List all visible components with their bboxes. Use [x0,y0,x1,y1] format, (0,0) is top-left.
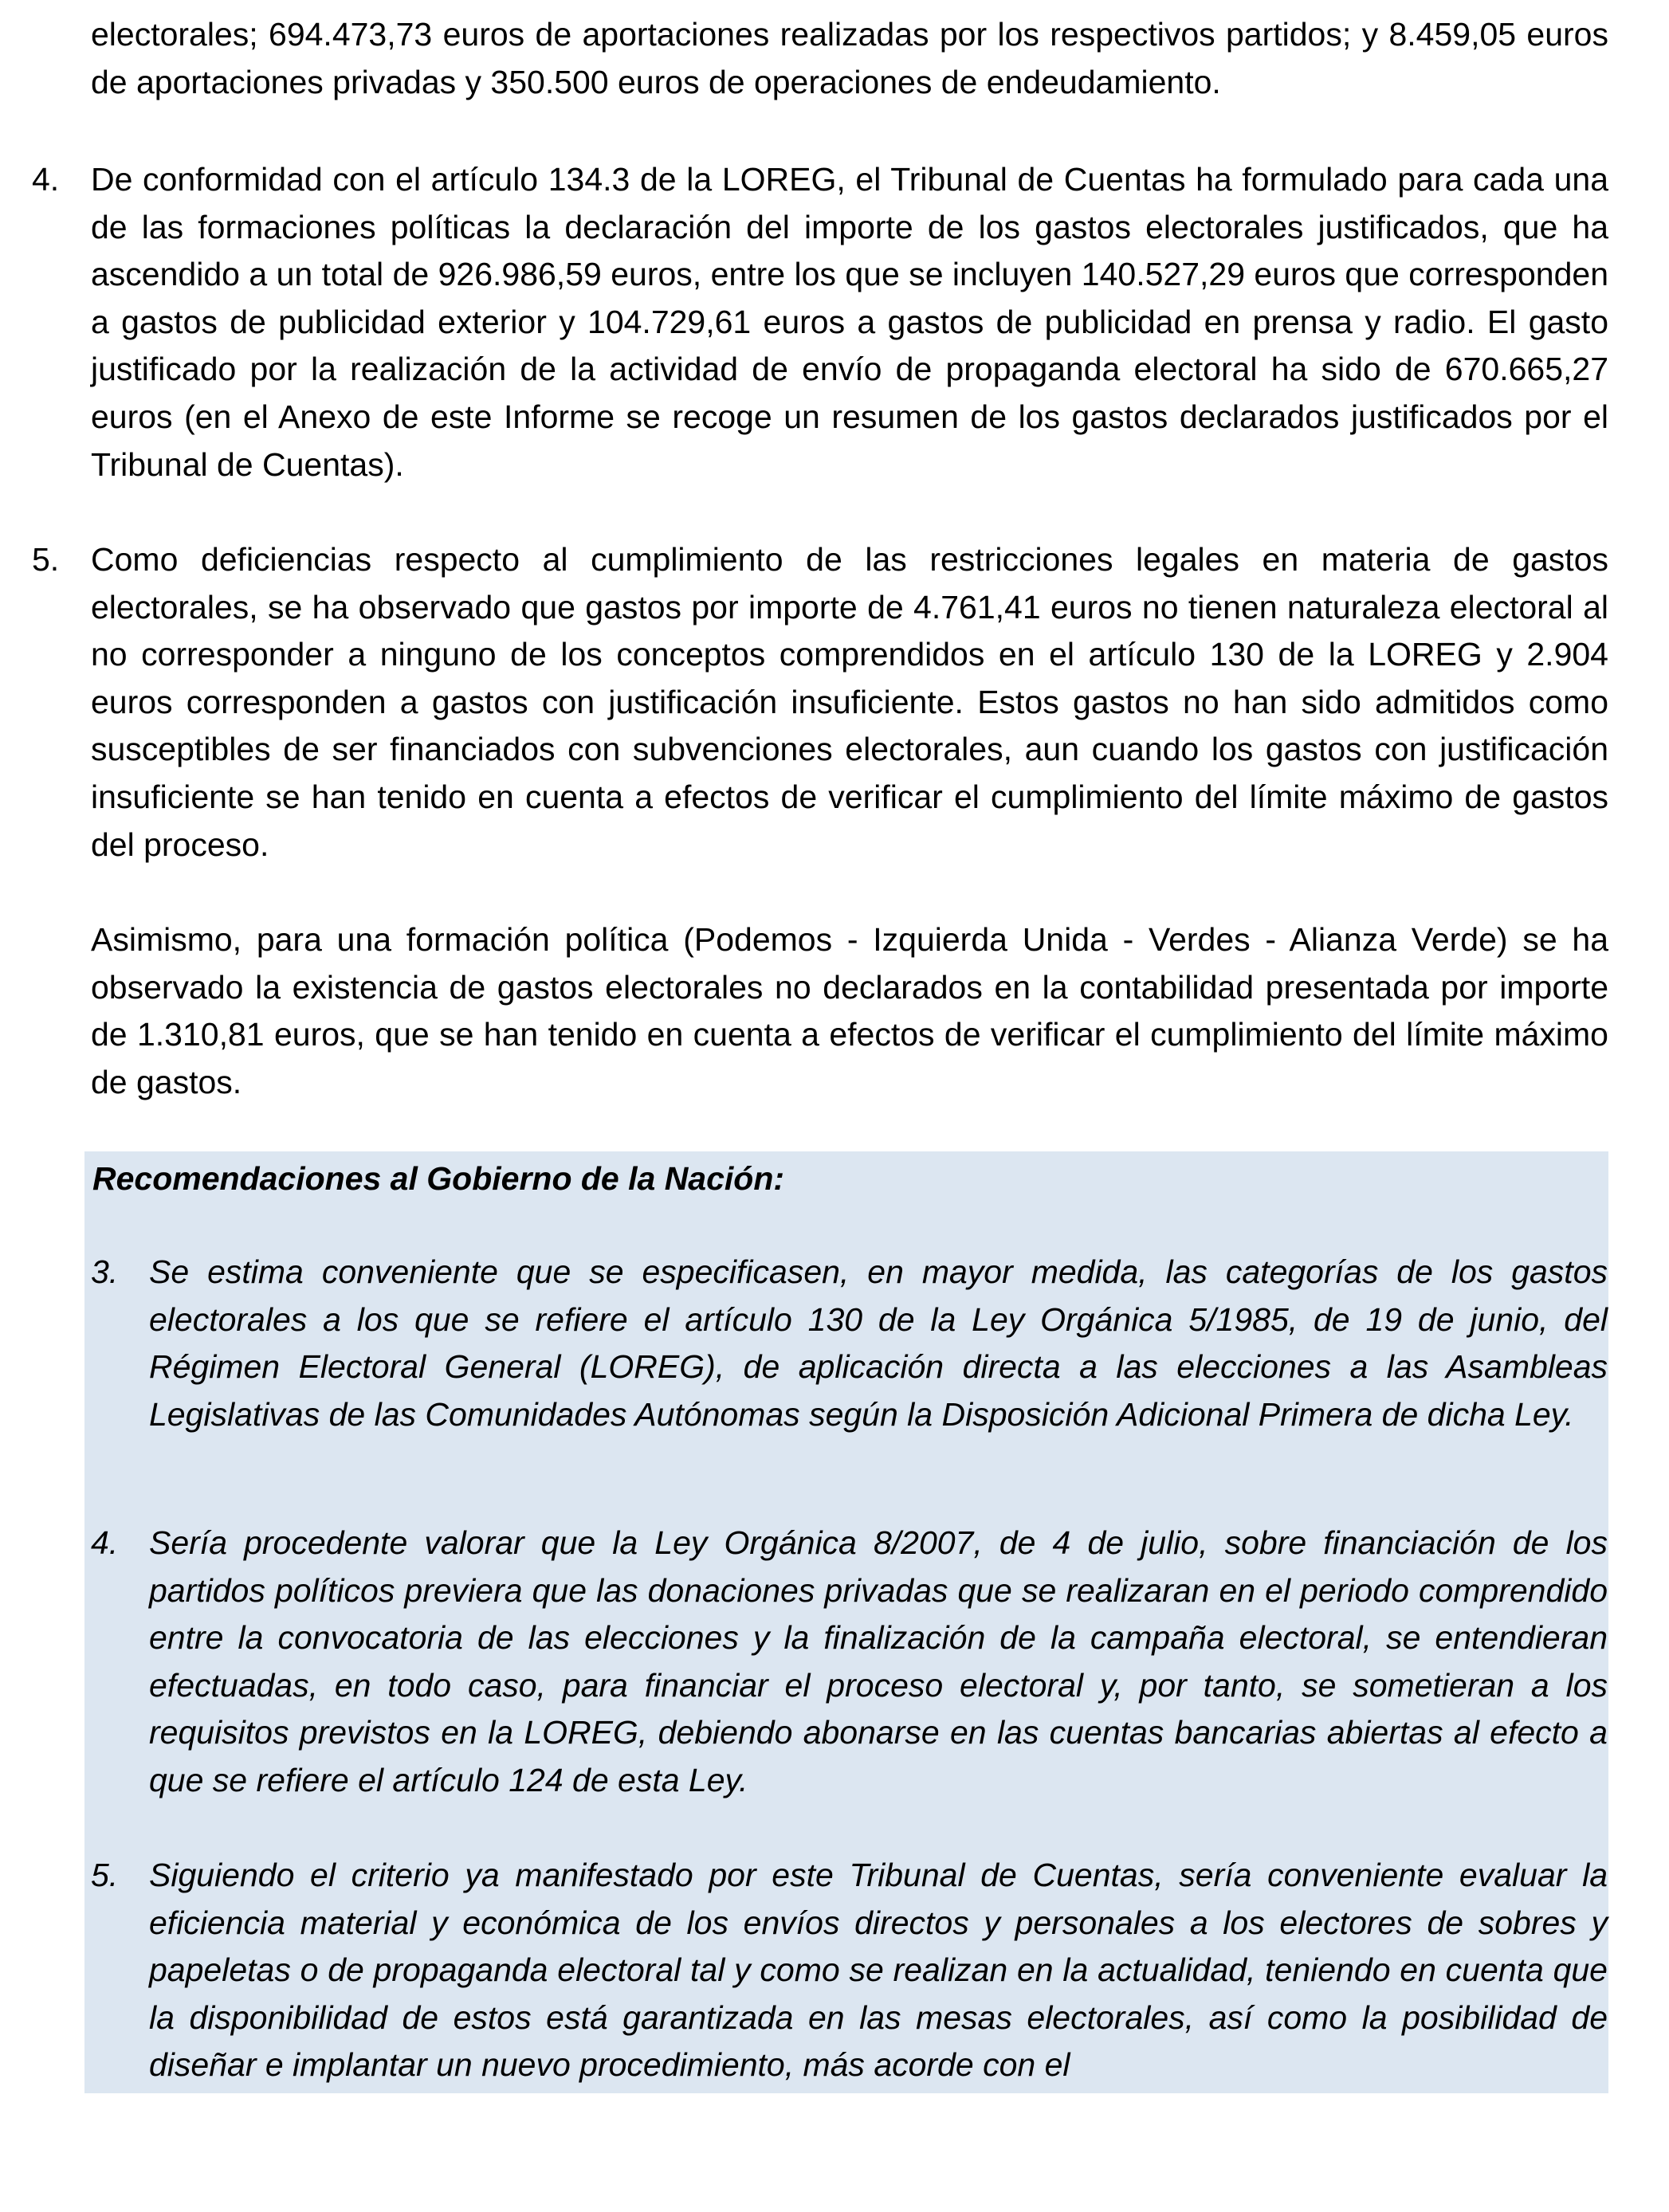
conclusion-5-extra-paragraph: Asimismo, para una formación política (Podemos - Izquierda Unida - Verdes - Alianza Verde) se ha observado la existencia de gastos electorales no declarados en la contabilidad presentada por importe de 1.310,81 euros, que se han tenido en cuenta a efectos de verificar el cumplimiento del límite máximo de gastos. [91,921,1608,1100]
conclusion-5-text: Como deficiencias respecto al cumplimiento de las restricciones legales en materia de gastos electorales, se ha observado que gastos por importe de 4.761,41 euros no tienen naturaleza electoral al no corresponder a ninguno de los conceptos comprendidos en el artículo 130 de la LOREG y 2.904 euros corresponden a gastos con justificación insuficiente. Estos gastos no han sido admitidos como susceptibles de ser financiados con subvenciones electorales, aun cuando los gastos con justificación insuficiente se han tenido en cuenta a efectos de verificar el cumplimiento del límite máximo de gastos del proceso. [91,541,1608,863]
intro-paragraph: electorales; 694.473,73 euros de aportaciones realizadas por los respectivos partidos; y 8.459,05 euros de aportaciones privadas y 350.500 euros de operaciones de endeudamiento. [91,16,1608,100]
conclusion-4-text: De conformidad con el artículo 134.3 de la LOREG, el Tribunal de Cuentas ha formulado para cada una de las formaciones políticas la declaración del importe de los gastos electorales justificados, que ha ascendido a un total de 926.986,59 euros, entre los que se incluyen 140.527,29 euros que corresponden a gastos de publicidad exterior y 104.729,61 euros a gastos de publicidad en prensa y radio. El gasto justificado por la realización de la actividad de envío de propaganda electoral ha sido de 670.665,27 euros (en el Anexo de este Informe se recoge un resumen de los gastos declarados justificados por el Tribunal de Cuentas). [91,161,1608,483]
recommendations-title: Recomendaciones al Gobierno de la Nación: [92,1160,785,1197]
recommendation-5-text: Siguiendo el criterio ya manifestado por este Tribunal de Cuentas, sería conveniente evaluar la eficiencia material y económica de los envíos directos y personales a los electores de sobres y papeletas o de propaganda electoral tal y como se realizan en la actualidad, teniendo en cuenta que la disponibilidad de estos está garantizada en las mesas electorales, así como la posibilidad de diseñar e implantar un nuevo procedimiento, más acorde con el [149,1857,1608,2084]
conclusion-5-number: 5. [32,541,60,578]
conclusion-4-number: 4. [32,161,60,198]
recommendation-5-number: 5. [91,1857,119,1893]
recommendation-4-number: 4. [91,1524,119,1561]
recommendation-3-text: Se estima conveniente que se especificasen, en mayor medida, las categorías de los gastos electorales a los que se refiere el artículo 130 de la Ley Orgánica 5/1985, de 19 de junio, del Régimen Electoral General (LOREG), de aplicación directa a las elecciones a las Asambleas Legislativas de las Comunidades Autónomas según la Disposición Adicional Primera de dicha Ley. [149,1253,1608,1433]
recommendation-3-number: 3. [91,1253,119,1290]
recommendation-4-text: Sería procedente valorar que la Ley Orgánica 8/2007, de 4 de julio, sobre financiación de los partidos políticos previera que las donaciones privadas que se realizaran en el periodo comprendido entre la convocatoria de las elecciones y la finalización de la campaña electoral, se entendieran efectuadas, en todo caso, para financiar el proceso electoral y, por tanto, se sometieran a los requisitos previstos en la LOREG, debiendo abonarse en las cuentas bancarias abiertas al efecto a que se refiere el artículo 124 de esta Ley. [149,1524,1608,1798]
